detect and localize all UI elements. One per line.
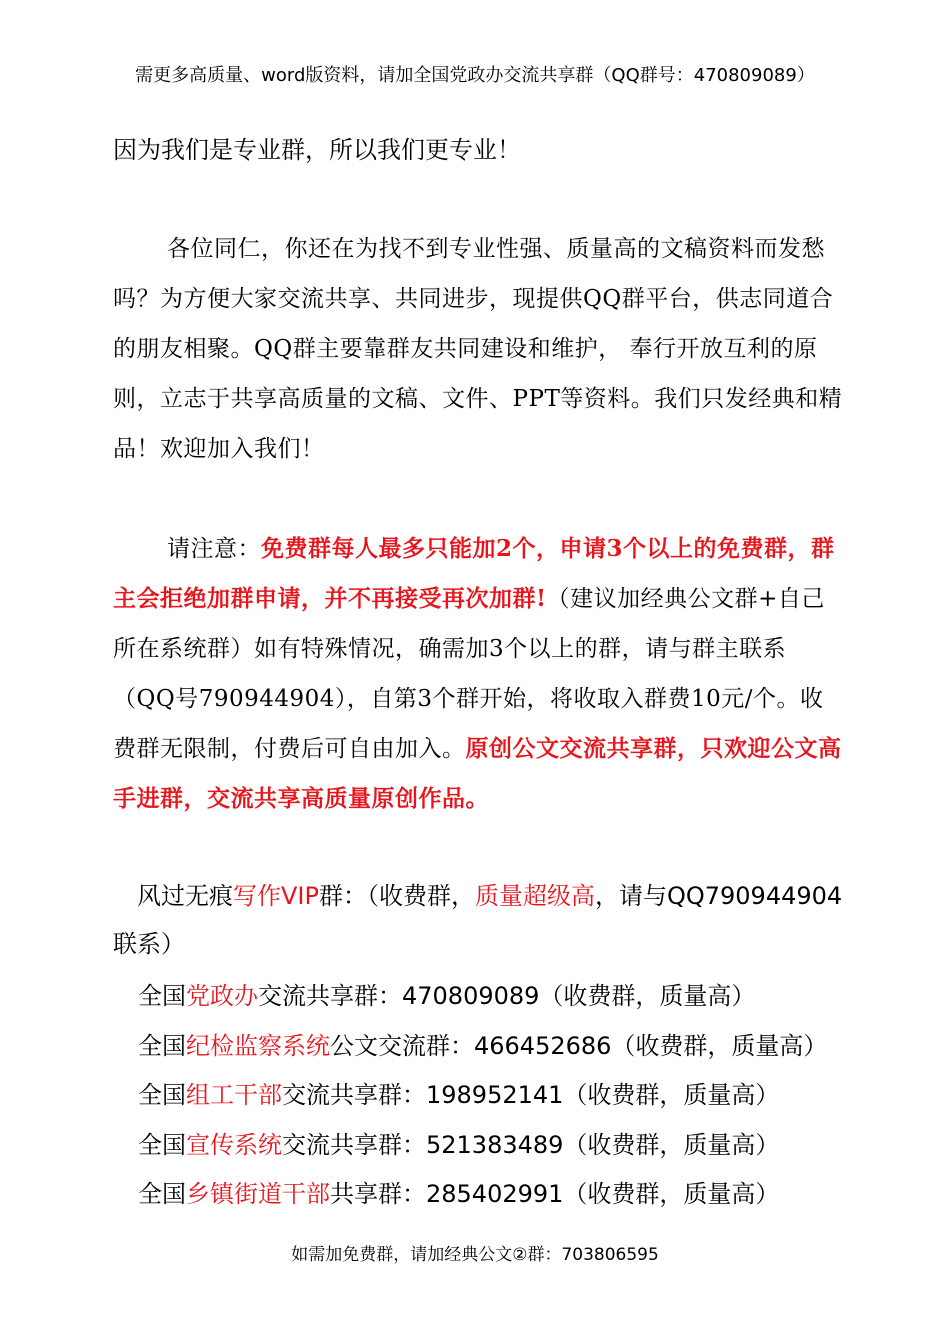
vip-part-5: ，请与QQ790944904联系）	[113, 882, 843, 958]
group-item-publicity	[138, 1121, 858, 1171]
notice-paragraph	[113, 524, 843, 824]
vip-part-2: 写作VIP	[233, 882, 319, 910]
notice-warning: 免费群每人最多只能加2个，申请3个以上的免费群，群主会拒绝加群申请，并不再接受再次加群!	[113, 535, 835, 612]
group-item-discipline	[138, 1022, 858, 1072]
group-prefix: 全国	[138, 1180, 186, 1208]
notice-highlight: 原创公文交流共享群，只欢迎公文高手进群，交流共享高质量原创作品。	[113, 735, 842, 812]
group-prefix: 全国	[138, 982, 186, 1010]
group-suffix: 公文交流群：466452686（收费群，质量高）	[330, 1031, 828, 1060]
group-prefix: 全国	[138, 1081, 186, 1109]
group-name: 乡镇街道干部	[186, 1180, 330, 1208]
group-item-township	[138, 1170, 858, 1220]
notice-middle: （建议加经典公文群+自己所在系统群）如有特殊情况，确需加3个以上的群，请与群主联系（QQ号790944904），自第3个群开始，将收取入群费10元/个。收费群无限制，付费后可自由加入。	[113, 586, 825, 762]
vip-part-4: 质量超级高	[474, 882, 595, 910]
group-name: 党政办	[186, 982, 258, 1010]
group-item-organization	[138, 1071, 858, 1121]
vip-part-3: 群：（收费群，	[318, 882, 475, 910]
group-suffix: 交流共享群：470809089（收费群，质量高）	[258, 982, 756, 1010]
intro-paragraph	[113, 224, 843, 474]
group-prefix: 全国	[138, 1130, 186, 1159]
vip-group-info	[113, 872, 853, 968]
group-suffix: 共享群：285402991（收费群，质量高）	[330, 1180, 780, 1208]
vip-part-1: 风过无痕	[137, 882, 233, 910]
group-item-party-office	[138, 972, 858, 1022]
group-name: 纪检监察系统	[186, 1031, 330, 1060]
group-suffix: 交流共享群：521383489（收费群，质量高）	[282, 1130, 780, 1159]
page-footer: 如需加免费群，请加经典公文②群：703806595	[291, 1245, 659, 1265]
group-suffix: 交流共享群：198952141（收费群，质量高）	[282, 1081, 780, 1109]
page-header: 需更多高质量、word版资料，请加全国党政办交流共享群（QQ群号：470809089）	[135, 65, 815, 86]
notice-prefix: 请注意：	[167, 536, 261, 562]
slogan: 因为我们是专业群，所以我们更专业！	[113, 136, 521, 164]
group-list	[138, 972, 858, 1220]
intro-text: 各位同仁，你还在为找不到专业性强、质量高的文稿资料而发愁吗？为方便大家交流共享、共同进步，现提供QQ群平台，供志同道合的朋友相聚。QQ群主要靠群友共同建设和维护， 奉行开放互利的原则，立志于共享高质量的文稿、文件、PPT等资料。我们只发经典和精品！欢迎加入我们！	[113, 236, 843, 462]
group-name: 组工干部	[186, 1081, 282, 1109]
group-prefix: 全国	[138, 1031, 186, 1060]
group-name: 宣传系统	[186, 1130, 282, 1159]
